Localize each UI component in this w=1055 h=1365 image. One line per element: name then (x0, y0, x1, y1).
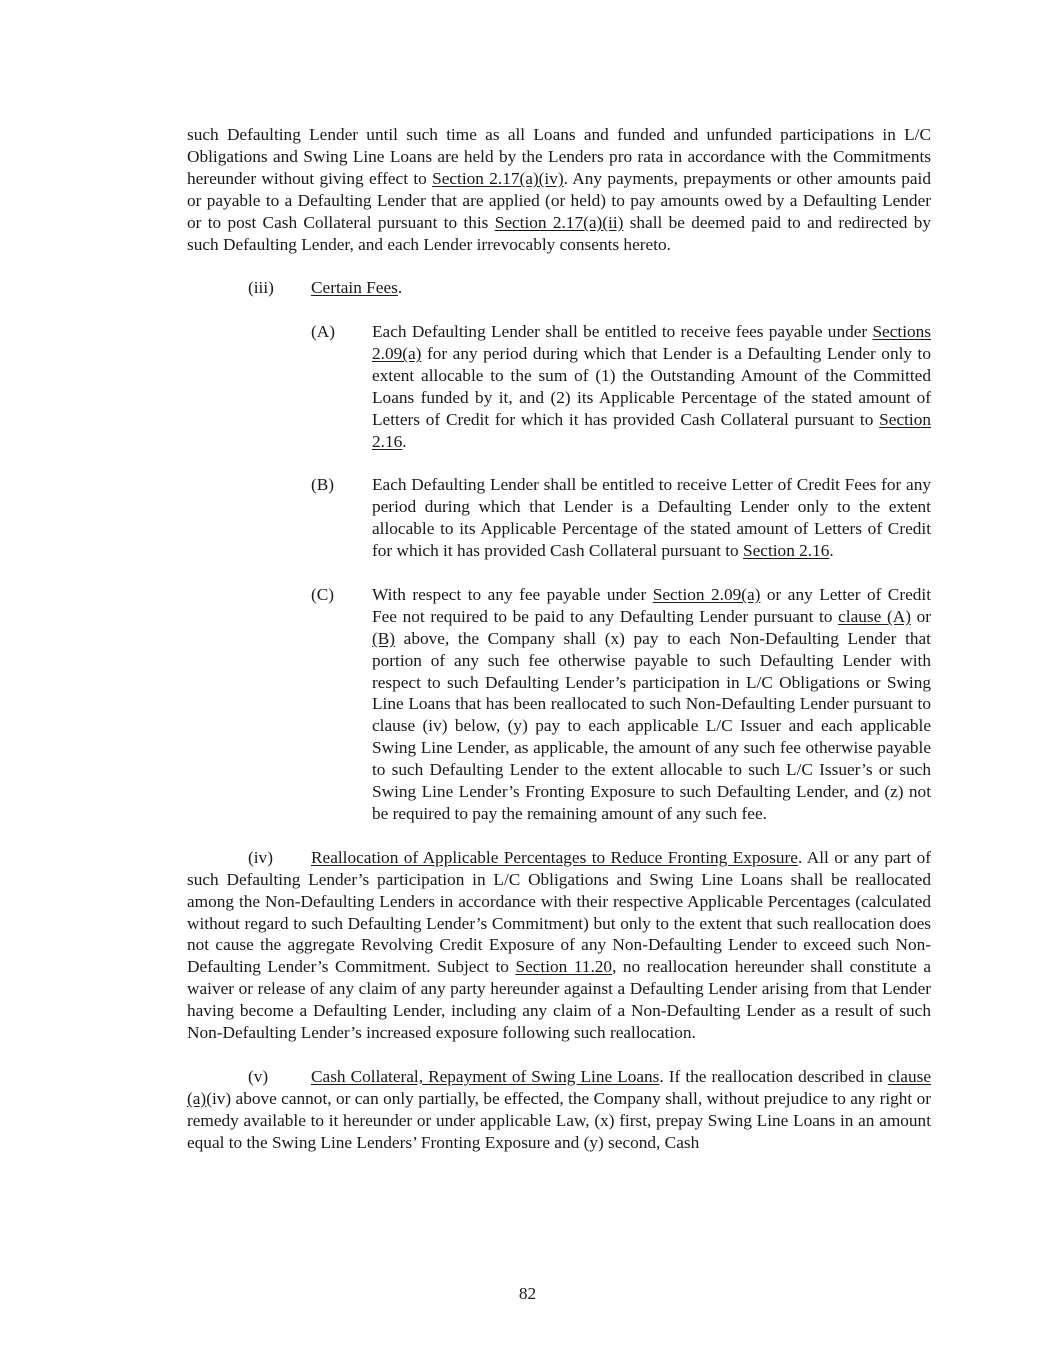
clause-letter: (C) (311, 584, 335, 604)
section-number: (v) (248, 1066, 269, 1086)
clause-letter: (A) (311, 322, 335, 342)
section-iv-paragraph: (iv) Reallocation of Applicable Percentages to Reduce Fronting Exposure. All or any part of such Defaulting Lender’s participation in L/C Obligations and Swing Line Loans shall be reallocated among the Non-Defaulting Lenders in accordance with their respective Applicable Percentages (calculated without regard to such Defaulting Lender’s Commitment) but only to the extent that such reallocation does not cause the aggregate Revolving Credit Exposure of any Non-Defaulting Lender to exceed such Non-Defaulting Lender’s Commitment. Subject to Section 11.20, no reallocation hereunder shall constitute a waiver or release of any claim of any party hereunder against a Defaulting Lender arising from that Lender having become a Defaulting Lender, including any claim of a Non-Defaulting Lender as a result of such Non-Defaulting Lender’s increased exposure following such reallocation. (187, 847, 931, 1043)
section-ref-2-17-a-ii: Section 2.17(a)(ii) (494, 212, 624, 232)
section-ref-2-16: Section 2.16 (372, 409, 931, 451)
section-ref-2-16: Section 2.16 (743, 541, 830, 561)
clause-ref-a: clause (A) (838, 606, 911, 626)
clause-c (187, 584, 931, 825)
clause-ref-a: clause (a) (187, 1066, 931, 1108)
clause-b (187, 474, 931, 562)
section-title: Reallocation of Applicable Percentages to Reduce Fronting Exposure (311, 847, 798, 867)
section-ref-11-20: Section 11.20 (515, 957, 613, 977)
clause-letter: (B) (311, 475, 335, 495)
section-ref-2-09-a: Sections 2.09(a) (372, 322, 931, 364)
clause-a (187, 321, 931, 452)
section-title: Cash Collateral, Repayment of Swing Line Loans (311, 1066, 660, 1086)
intro-paragraph: such Defaulting Lender until such time as all Loans and funded and unfunded participations in L/C Obligations and Swing Line Loans are held by the Lenders pro rata in accordance with the Commitments hereunder without giving effect to Section 2.17(a)(iv). Any payments, prepayments or other amounts paid or payable to a Defaulting Lender that are applied (or held) to pay amounts owed by a Defaulting Lender or to post Cash Collateral pursuant to this Section 2.17(a)(ii) shall be deemed paid to and redirected by such Defaulting Lender, and each Lender irrevocably consents hereto. (187, 125, 932, 254)
clause-ref-b: (B) (372, 628, 396, 648)
section-title: Certain Fees. (311, 278, 403, 298)
document-page (187, 124, 931, 1153)
section-ref-2-09-a: Section 2.09(a) (652, 584, 761, 604)
section-number: (iv) (248, 847, 273, 867)
clause-b-text: Each Defaulting Lender shall be entitled to receive Letter of Credit Fees for any period during which that Lender is a Defaulting Lender only to the extent allocable to its Applicable Percentage of the stated amount of Letters of Credit for which it has provided Cash Collateral pursuant to Section 2.16. (372, 475, 931, 561)
clause-a-text: Each Defaulting Lender shall be entitled to receive fees payable under Sections 2.09(a) for any period during which that Lender is a Defaulting Lender only to extent allocable to the sum of (1) the Outstanding Amount of the Committed Loans funded by it, and (2) its Applicable Percentage of the stated amount of Letters of Credit for which it has provided Cash Collateral pursuant to Section 2.16. (372, 322, 931, 451)
section-number: (iii) (248, 278, 274, 298)
section-v-paragraph: (v) Cash Collateral, Repayment of Swing Line Loans. If the reallocation described in clause (a)(iv) above cannot, or can only partially, be effected, the Company shall, without prejudice to any right or remedy available to it hereunder or under applicable Law, (x) first, prepay Swing Line Loans in an amount equal to the Swing Line Lenders’ Fronting Exposure and (y) second, Cash (187, 1066, 931, 1152)
section-ref-2-17-a-iv: Section 2.17(a)(iv) (432, 168, 564, 188)
section-iii-heading (187, 277, 931, 299)
clause-c-text: With respect to any fee payable under Section 2.09(a) or any Letter of Credit Fee not required to be paid to any Defaulting Lender pursuant to clause (A) or (B) above, the Company shall (x) pay to each Non-Defaulting Lender that portion of any such fee otherwise payable to such Defaulting Lender with respect to such Defaulting Lender’s participation in L/C Obligations or Swing Line Loans that has been reallocated to such Non-Defaulting Lender pursuant to clause (iv) below, (y) pay to each applicable L/C Issuer and each applicable Swing Line Lender, as applicable, the amount of any such fee otherwise payable to such Defaulting Lender to the extent allocable to such L/C Issuer’s or such Swing Line Lender’s Fronting Exposure to such Defaulting Lender, and (z) not be required to pay the remaining amount of any such fee. (372, 584, 932, 824)
page-number: 82 (518, 1284, 537, 1303)
